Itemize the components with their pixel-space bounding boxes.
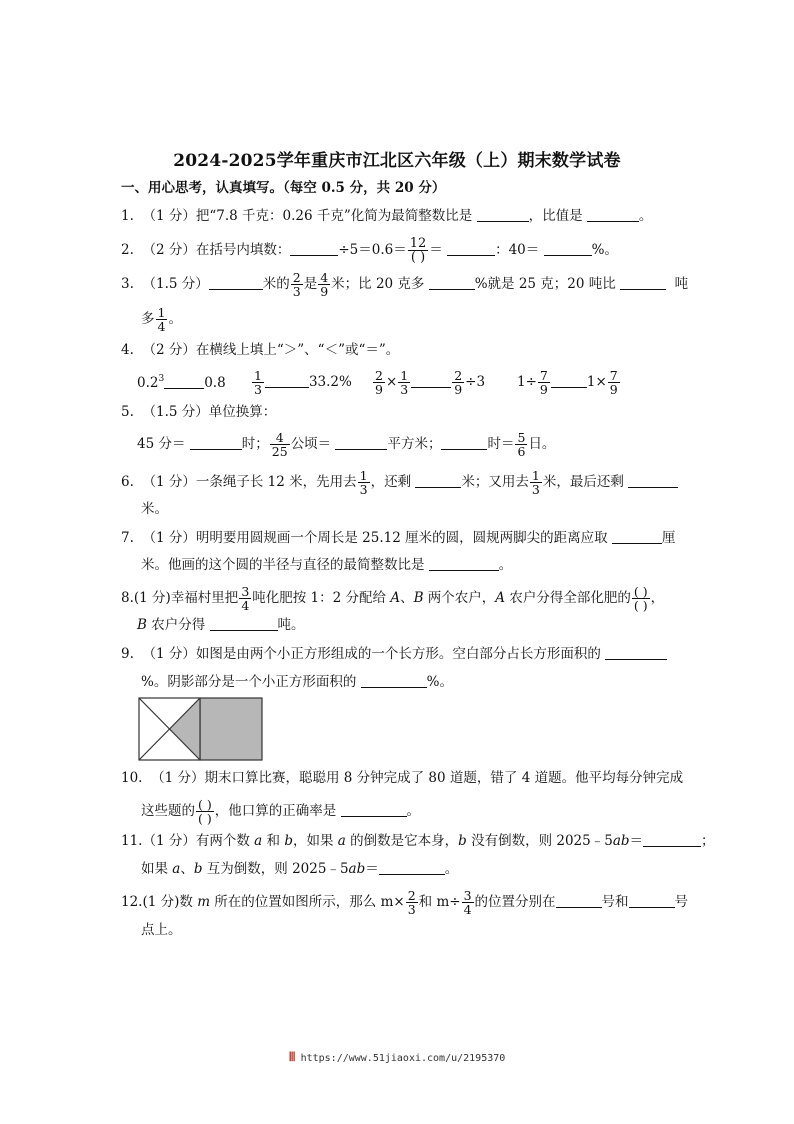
question-12: 12.(1 分)数 m 所在的位置如图所示，那么 m× $\frac{2}{3}$ 和 m÷ $\frac{3}{4}$ 的位置分别在 号和 号 <box>121 888 689 917</box>
question-6-cont: 米。 <box>141 501 168 517</box>
comparison-4: 1÷ $\frac{7}{9}$ 1× $\frac{7}{9}$ <box>517 368 618 397</box>
page-footer <box>0 1053 794 1064</box>
question-7-cont: 米。他画的这个圆的半径与直径的最简整数比是 。 <box>141 557 513 573</box>
answer-blank[interactable] <box>544 241 592 256</box>
fraction: 12 ( ) <box>409 236 427 265</box>
fraction: $\frac{5}{6}$ <box>517 430 526 459</box>
question-11-cont: 如果 a、b 互为倒数，则 2025﹣5ab＝ 。 <box>141 861 459 877</box>
answer-blank[interactable] <box>429 275 475 290</box>
answer-blank[interactable] <box>379 860 445 875</box>
answer-blank[interactable] <box>209 275 263 290</box>
fraction-blank[interactable]: ( ) ( ) <box>633 584 648 613</box>
site-logo: ꟾꟾꟾ <box>288 1053 295 1064</box>
question-10-cont: 这些题的 ( ) ( ) ，他口算的正确率是 。 <box>141 797 421 826</box>
answer-blank[interactable] <box>556 893 602 908</box>
fraction: $\frac{1}{3}$ <box>400 368 409 397</box>
fraction: $\frac{1}{3}$ <box>254 368 262 397</box>
answer-blank[interactable] <box>265 373 309 388</box>
comparison-2: $\frac{1}{3}$ 33.2% <box>254 368 352 397</box>
shaded-triangle <box>169 698 200 760</box>
fraction: $\frac{7}{9}$ <box>609 368 618 397</box>
fraction: $\frac{7}{9}$ <box>539 368 548 397</box>
fraction: $\frac{2}{9}$ <box>375 368 383 397</box>
answer-blank[interactable] <box>551 373 587 388</box>
question-6: 6. （1 分）一条绳子长 12 米，先用去 $\frac{1}{3}$ ，还剩 米；又用去 $\frac{1}{3}$ 米，最后还剩 <box>121 469 678 496</box>
shaded-square <box>200 698 262 760</box>
question-1: 1. （1 分）把“7.8 千克：0.26 千克”化简为最简整数比是 ，比值是 。 <box>121 208 653 224</box>
answer-blank[interactable] <box>341 802 407 817</box>
fraction: $\frac{4}{25}$ <box>271 430 288 459</box>
question-5-items: 45 分＝ 时； $\frac{4}{25}$ 公顷＝ 平方米； 时＝ $\frac{5}{6}$ 日。 <box>137 430 556 459</box>
fraction: $\frac{1}{4}$ <box>157 305 166 334</box>
answer-blank[interactable] <box>628 473 678 488</box>
fraction: $\frac{2}{3}$ <box>292 270 301 299</box>
answer-blank[interactable] <box>335 435 387 450</box>
question-3: 3. （1.5 分） 米的 $\frac{2}{3}$ 是 $\frac{4}{9}$ 米；比 20 克多 %就是 25 克；20 吨比 吨 <box>121 270 689 299</box>
answer-blank[interactable] <box>612 529 662 544</box>
answer-blank[interactable] <box>190 435 242 450</box>
fraction: $\frac{4}{9}$ <box>320 270 329 299</box>
answer-blank[interactable] <box>643 832 701 847</box>
question-9-cont: %。阴影部分是一个小正方形面积的 %。 <box>141 674 453 690</box>
rectangle-figure <box>138 697 264 761</box>
footer-url[interactable]: https://www.51jiaoxi.com/u/2195370 <box>300 1053 506 1064</box>
answer-blank[interactable] <box>605 645 667 660</box>
answer-blank[interactable] <box>429 556 499 571</box>
fraction: $\frac{2}{9}$ <box>454 368 463 397</box>
answer-blank[interactable] <box>361 673 427 688</box>
question-3-cont: 多 $\frac{1}{4}$ 。 <box>141 305 182 334</box>
question-5: 5. （1.5 分）单位换算： <box>121 404 277 420</box>
answer-blank[interactable] <box>411 373 451 388</box>
question-8: 8.(1 分)幸福村里把 $\frac{3}{4}$ 吨化肥按 1：2 分配给 A、B 两个农户，A 农户分得全部化肥的 ( ) ( ) ， <box>121 584 665 613</box>
fraction: $\frac{3}{4}$ <box>241 584 250 613</box>
answer-blank[interactable] <box>164 374 204 389</box>
fraction: $\frac{2}{3}$ <box>407 888 416 917</box>
question-2: 2. （2 分）在括号内填数： ÷5＝0.6＝ 12 ( ) ＝ ：40＝ %。 <box>121 236 618 265</box>
answer-blank[interactable] <box>629 893 675 908</box>
fraction: $\frac{1}{3}$ <box>531 468 540 497</box>
answer-blank[interactable] <box>620 275 666 290</box>
question-10: 10. （1 分）期末口算比赛，聪聪用 8 分钟完成了 80 道题，错了 4 道题。他平均每分钟完成 <box>121 770 684 786</box>
comparison-3: $\frac{2}{9}$ × $\frac{1}{3}$ $\frac{2}{9}$ ÷3 <box>375 368 486 397</box>
question-11: 11.（1 分）有两个数 a 和 b，如果 a 的倒数是它本身，b 没有倒数，则 2025﹣5ab＝ ； <box>121 833 715 849</box>
answer-blank[interactable] <box>441 435 487 450</box>
comparison-1: $0.2^3$ 0.8 <box>137 374 226 391</box>
answer-blank[interactable] <box>477 207 529 222</box>
question-4: 4. （2 分）在横线上填上“＞”、“＜”或“＝”。 <box>121 342 400 358</box>
question-7: 7. （1 分）明明要用圆规画一个周长是 25.12 厘米的圆，圆规两脚尖的距离应取 厘 <box>121 530 676 546</box>
question-9: 9. （1 分）如图是由两个小正方形组成的一个长方形。空白部分占长方形面积的 <box>121 644 667 664</box>
section-heading: 一、用心思考，认真填写。（每空 0.5 分，共 20 分） <box>121 180 446 196</box>
answer-blank[interactable] <box>447 241 495 256</box>
fraction: $\frac{1}{3}$ <box>359 468 368 497</box>
question-8-cont: B 农户分得 吨。 <box>137 617 305 633</box>
fraction: $\frac{3}{4}$ <box>463 888 472 917</box>
question-12-cont: 点上。 <box>141 922 182 938</box>
answer-blank[interactable] <box>415 473 461 488</box>
answer-blank[interactable] <box>587 207 639 222</box>
page-title: 2024-2025学年重庆市江北区六年级（上）期末数学试卷 <box>173 151 621 171</box>
answer-blank[interactable] <box>290 241 338 256</box>
answer-blank[interactable] <box>210 616 278 631</box>
fraction-blank[interactable]: ( ) ( ) <box>198 797 212 826</box>
